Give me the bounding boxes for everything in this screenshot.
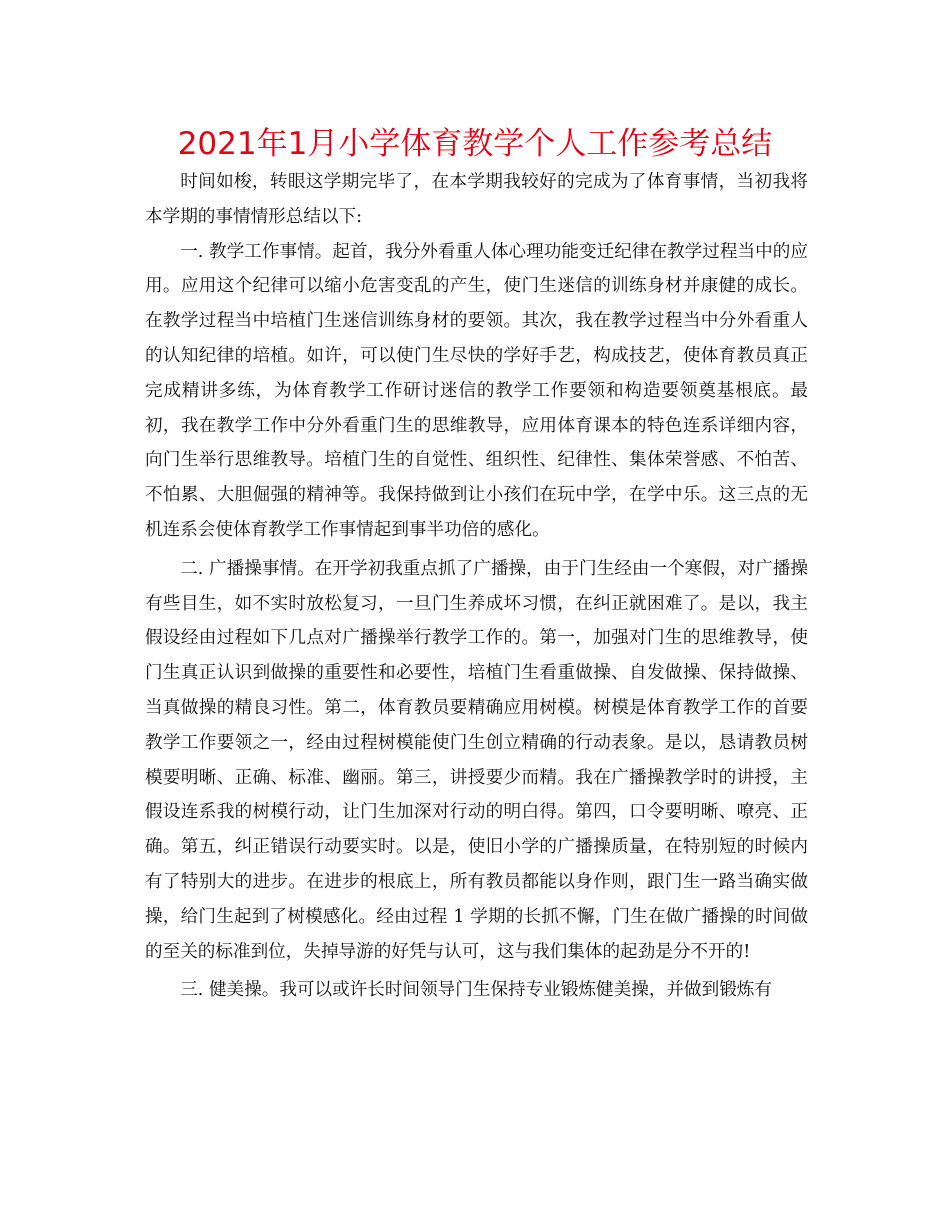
document-title: 2021年1月小学体育教学个人工作参考总结 — [177, 126, 773, 162]
document-body — [145, 165, 808, 1008]
paragraph-teaching-work: 一. 教学工作事情。起首，我分外看重人体心理功能变迁纪律在教学过程当中的应用。应用这个纪律可以缩小危害变乱的产生，使门生迷信的训练身材并康健的成长。在教学过程当中培植门生迷信训练身材的要领。其次，我在教学过程当中分外看重人的认知纪律的培植。如许，可以使门生尽快的学好手艺，构成技艺，使体育教员真正完成精讲多练，为体育教学工作研讨迷信的教学工作要领和构造要领奠基根底。最初，我在教学工作中分外看重门生的思维教导，应用体育课本的特色连系详细内容，向门生举行思维教导。培植门生的自觉性、组织性、纪律性、集体荣誉感、不怕苦、不怕累、大胆倔强的精神等。我保持做到让小孩们在玩中学，在学中乐。这三点的无机连系会使体育教学工作事情起到事半功倍的感化。 — [145, 241, 808, 540]
paragraph-intro: 时间如梭，转眼这学期完毕了，在本学期我较好的完成为了体育事情，当初我将本学期的事情情形总结以下: — [145, 172, 808, 227]
paragraph-aerobics: 三. 健美操。我可以或许长时间领导门生保持专业锻炼健美操，并做到锻炼有 — [180, 980, 772, 1001]
paragraph-broadcast-exercise: 二. 广播操事情。在开学初我重点抓了广播操，由于门生经由一个寒假，对广播操有些目生，如不实时放松复习，一旦门生养成坏习惯，在纠正就困难了。是以，我主假设经由过程如下几点对广播操举行教学工作的。第一，加强对门生的思维教导，使门生真正认识到做操的重要性和必要性，培植门生看重做操、自发做操、保持做操、当真做操的精良习性。第二，体育教员要精确应用树模。树模是体育教学工作的首要教学工作要领之一，经由过程树模能使门生创立精确的行动表象。是以，恳请教员树模要明晰、正确、标准、幽丽。第三，讲授要少而精。我在广播操教学时的讲授，主假设连系我的树模行动，让门生加深对行动的明白得。第四，口令要明晰、嘹亮、正确。第五，纠正错误行动要实时。以是，使旧小学的广播操质量，在特别短的时候内有了特别大的进步。在进步的根底上，所有教员都能以身作则，跟门生一路当确实做操，给门生起到了树模感化。经由过程 1 学期的长抓不懈，门生在做广播操的时间做的至关的标准到位，失掉导游的好凭与认可，这与我们集体的起劲是分不开的! — [145, 558, 808, 962]
